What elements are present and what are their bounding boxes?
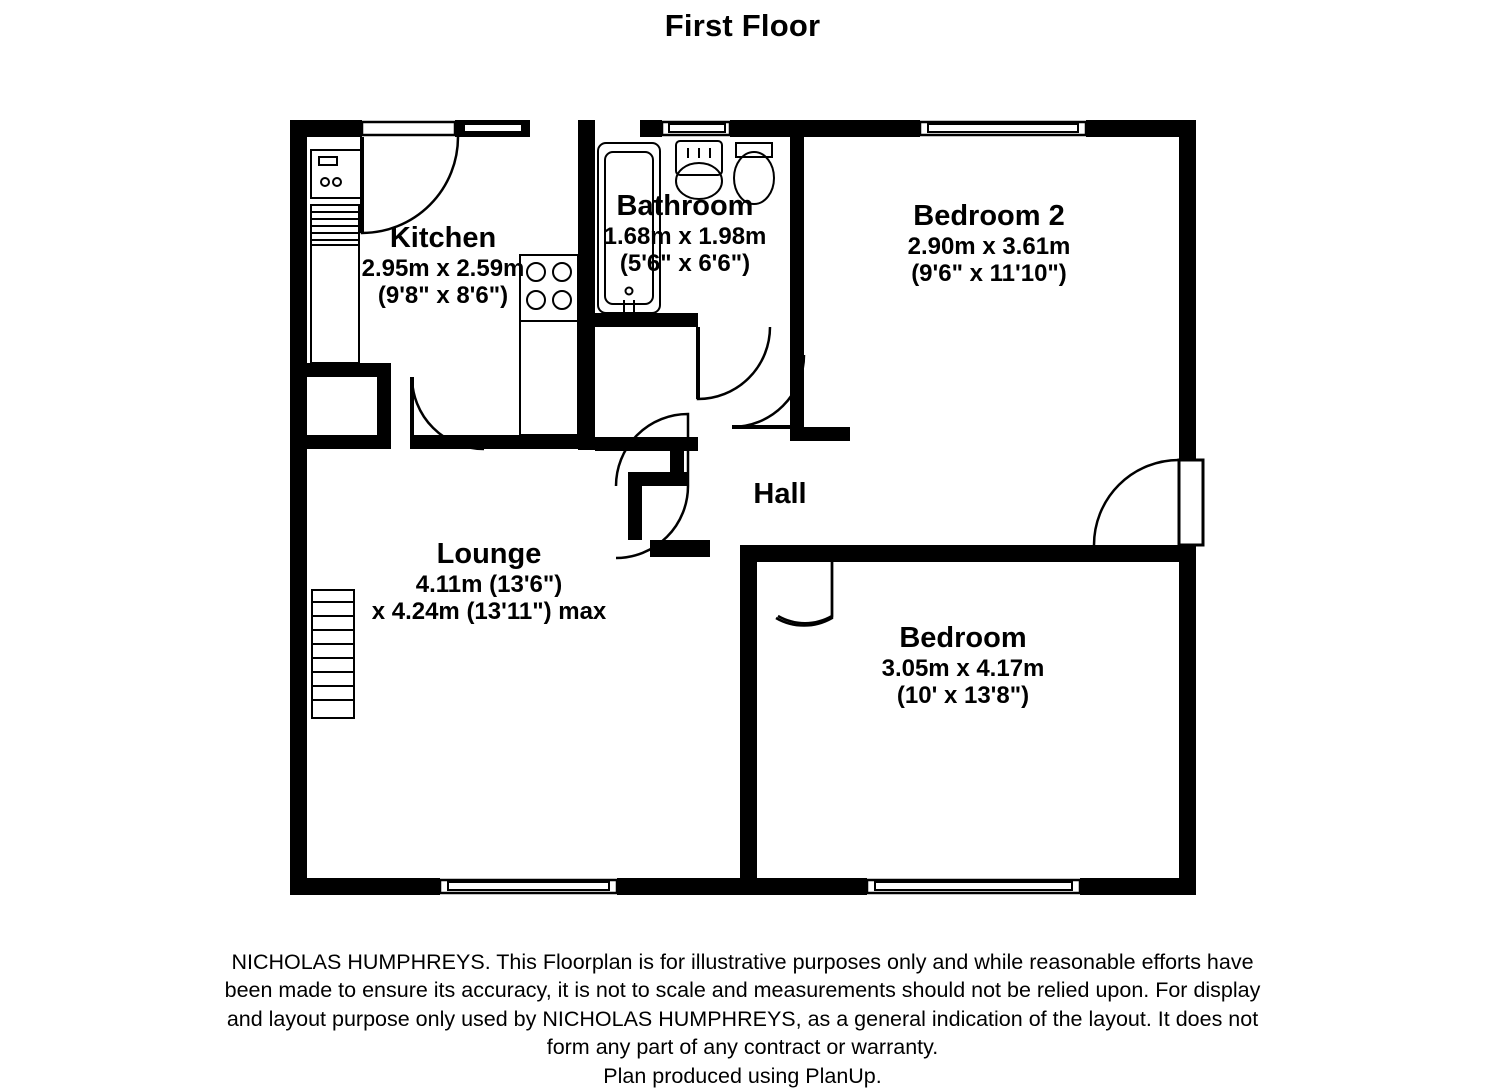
- room-dim-bathroom-imperial: (5'6" x 6'6"): [619, 250, 751, 278]
- lounge-fixtures: [312, 590, 354, 718]
- disclaimer-line-1: NICHOLAS HUMPHREYS. This Floorplan is for illustrative purposes only and while reasonable efforts have: [231, 950, 1254, 974]
- room-dim-bedroom-imperial: (10' x 13'8"): [896, 682, 1030, 710]
- room-label-hall: [680, 478, 880, 511]
- room-name-bedroom-2: Bedroom 2: [913, 200, 1065, 232]
- room-label-lounge: [349, 538, 629, 626]
- disclaimer-line-2: been made to ensure its accuracy, it is not to scale and measurements should not be relied upon. For display: [224, 978, 1261, 1003]
- room-dim-kitchen-metric: 2.95m x 2.59m: [361, 255, 525, 283]
- disclaimer-line-3: and layout purpose only used by NICHOLAS HUMPHREYS, as a general indication of the layout. It does not: [226, 1006, 1259, 1031]
- room-label-kitchen: [303, 222, 583, 310]
- room-name-bedroom: Bedroom: [899, 622, 1027, 654]
- room-label-bathroom: [545, 190, 825, 278]
- disclaimer-line-4: form any part of any contract or warranty.: [546, 1035, 939, 1060]
- room-name-hall: Hall: [753, 478, 807, 510]
- page-title: First Floor: [664, 8, 821, 43]
- disclaimer-line-5: Plan produced using PlanUp.: [603, 1063, 882, 1088]
- room-dim-bedroom-2-imperial: (9'6" x 11'10"): [911, 260, 1067, 288]
- room-label-bedroom-2: [849, 200, 1129, 288]
- room-dim-bathroom-metric: 1.68m x 1.98m: [603, 223, 767, 251]
- room-label-bedroom: [823, 622, 1103, 710]
- room-dim-lounge-metric: 4.11m (13'6"): [415, 571, 563, 599]
- room-dim-bedroom-2-metric: 2.90m x 3.61m: [907, 233, 1071, 261]
- room-name-lounge: Lounge: [436, 538, 542, 570]
- room-dim-lounge-imperial: x 4.24m (13'11") max: [371, 598, 607, 626]
- room-name-kitchen: Kitchen: [389, 222, 497, 254]
- room-dim-bedroom-metric: 3.05m x 4.17m: [881, 655, 1045, 683]
- room-name-bathroom: Bathroom: [616, 190, 754, 222]
- room-dim-kitchen-imperial: (9'8" x 8'6"): [377, 282, 509, 310]
- disclaimer: [0, 948, 1485, 1090]
